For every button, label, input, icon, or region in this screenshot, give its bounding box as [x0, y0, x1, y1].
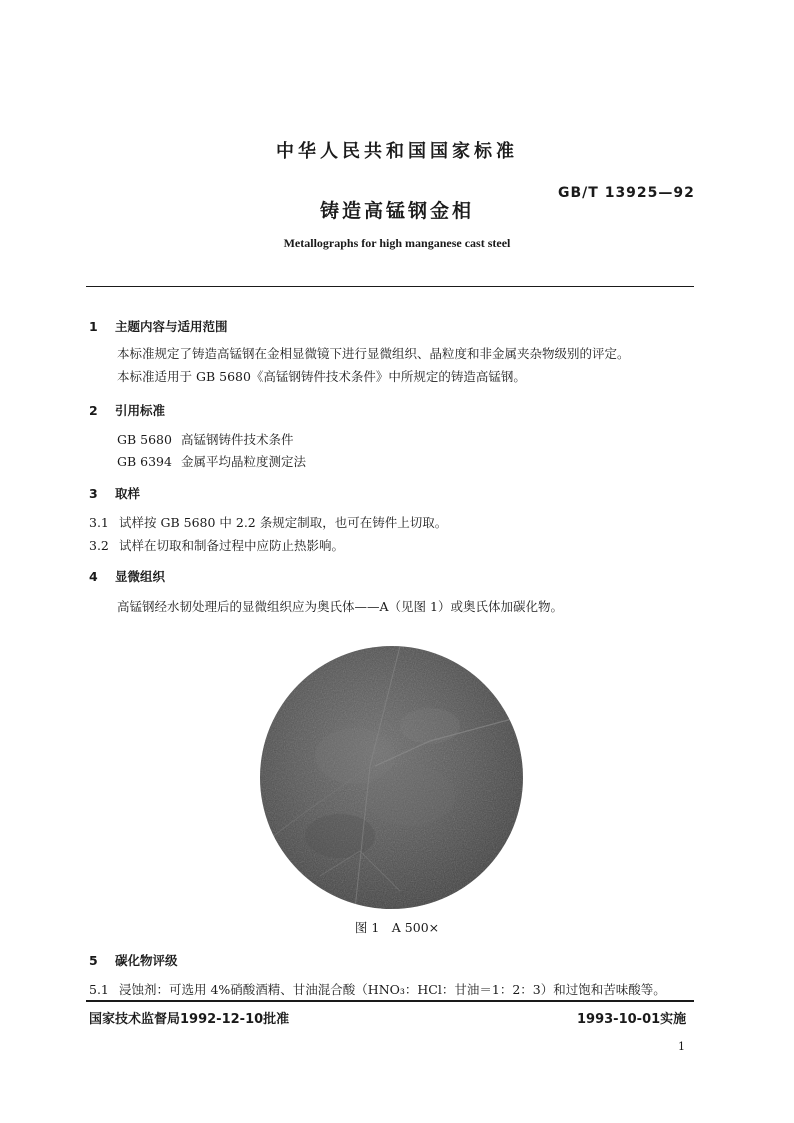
clause-3-2: [89, 536, 344, 554]
section-5-title: 碳化物评级: [115, 953, 178, 968]
section-2-heading: [89, 401, 165, 419]
section-5-number: 5: [89, 953, 98, 968]
section-4-number: 4: [89, 569, 98, 584]
clause-text: 浸蚀剂：可选用 4%硝酸酒精、甘油混合酸（HNO₃：HCl：甘油＝1：2：3）和过饱和苦味酸等。: [119, 982, 666, 997]
section-1-title: 主题内容与适用范围: [115, 319, 228, 334]
section-5-heading: [89, 951, 178, 969]
reference-name: 高锰钢铸件技术条件: [181, 432, 294, 447]
section-3-title: 取样: [115, 486, 141, 501]
standard-code: GB/T 13925—92: [558, 185, 695, 201]
page-number: 1: [678, 1040, 685, 1053]
section-1-heading: [89, 317, 228, 335]
header-divider: [86, 286, 694, 287]
document-title: 铸造高锰钢金相: [319, 200, 474, 222]
micrograph-image: [260, 646, 523, 909]
section-3-number: 3: [89, 486, 98, 501]
effective-date: 1993-10-01实施: [577, 1012, 687, 1027]
country-standard-heading: 中华人民共和国国家标准: [276, 141, 518, 162]
clause-3-1: [89, 513, 447, 531]
clause-number: 3.2: [89, 538, 109, 553]
section-3-heading: [89, 484, 140, 502]
clause-text: 试样在切取和制备过程中应防止热影响。: [119, 538, 345, 553]
clause-text: 试样按 GB 5680 中 2.2 条规定制取，也可在铸件上切取。: [119, 515, 448, 530]
section-1-number: 1: [89, 319, 98, 334]
section-4-paragraph-1: 高锰钢经水韧处理后的显微组织应为奥氏体——A（见图 1）或奥氏体加碳化物。: [117, 599, 563, 614]
clause-number: 3.1: [89, 515, 109, 530]
reference-code: GB 6394: [117, 454, 172, 469]
micrograph-texture: [260, 646, 523, 909]
section-1-paragraph-2: 本标准适用于 GB 5680《高锰钢铸件技术条件》中所规定的铸造高锰钢。: [117, 369, 526, 384]
reference-code: GB 5680: [117, 432, 172, 447]
document-subtitle: Metallographs for high manganese cast steel: [283, 236, 511, 250]
reference-item: [117, 430, 294, 448]
section-2-number: 2: [89, 403, 98, 418]
clause-number: 5.1: [89, 982, 109, 997]
approval-date: 国家技术监督局1992-12-10批准: [89, 1012, 290, 1027]
clause-5-1: [89, 980, 666, 998]
section-2-title: 引用标准: [115, 403, 166, 418]
footer-divider: [86, 1000, 694, 1002]
reference-name: 金属平均晶粒度测定法: [181, 454, 307, 469]
section-4-title: 显微组织: [115, 569, 166, 584]
section-4-heading: [89, 567, 165, 585]
figure-caption: 图 1 A 500×: [354, 920, 440, 935]
reference-item: [117, 452, 306, 470]
section-1-paragraph-1: 本标准规定了铸造高锰钢在金相显微镜下进行显微组织、晶粒度和非金属夹杂物级别的评定。: [117, 346, 630, 361]
